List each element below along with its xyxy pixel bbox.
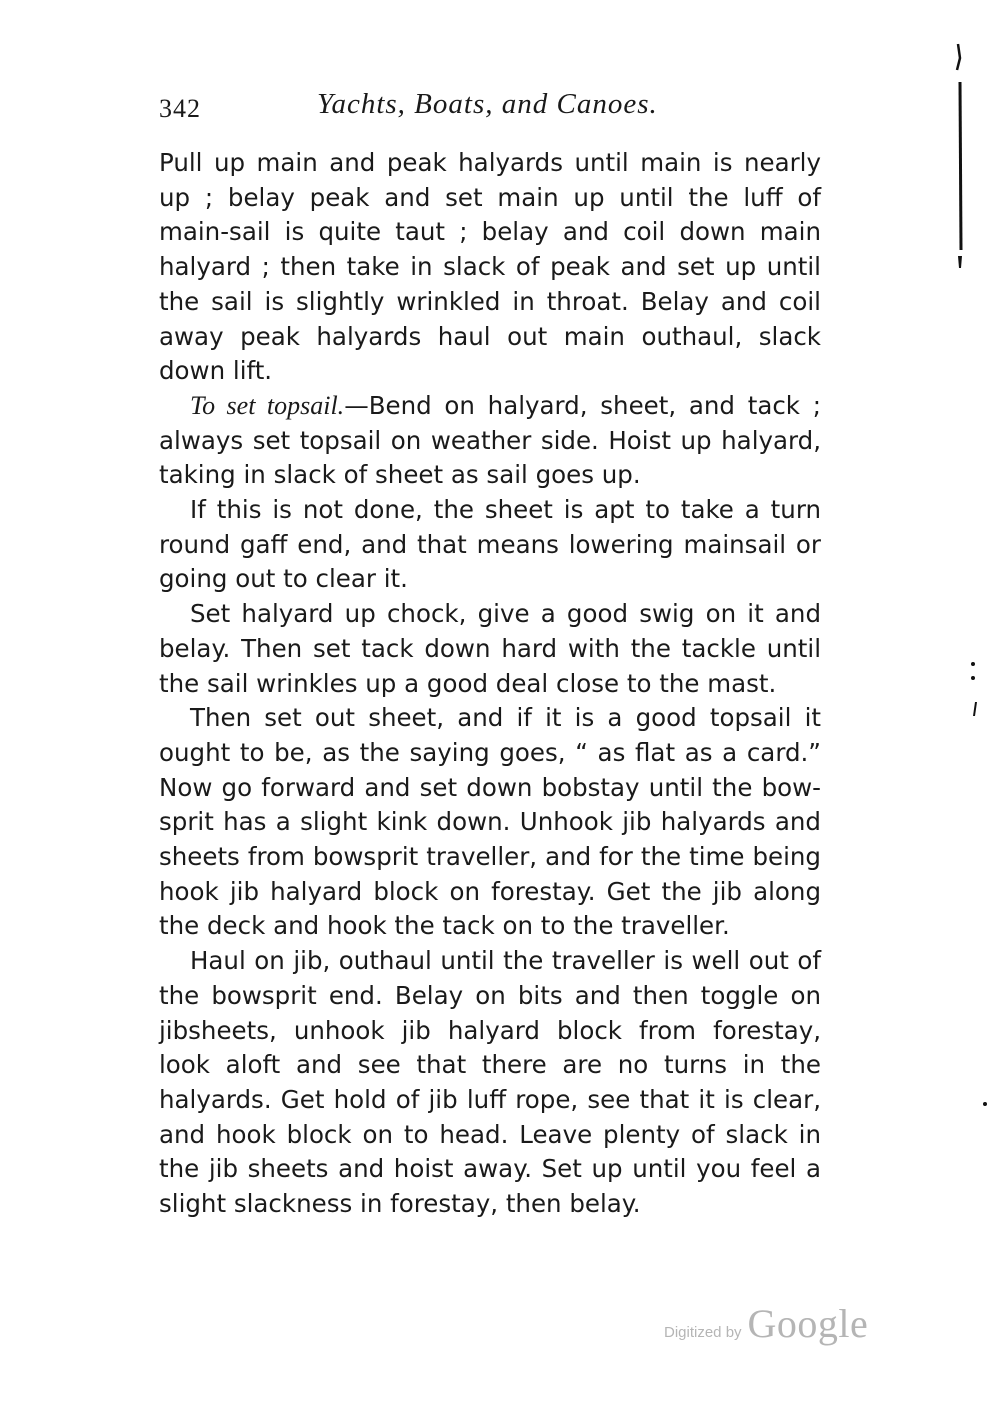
scan-mark	[983, 1102, 987, 1106]
page-header	[159, 88, 821, 128]
paragraph	[159, 493, 821, 597]
watermark-prefix: Digitized by	[664, 1324, 742, 1341]
paragraph	[159, 389, 821, 493]
paragraph	[159, 701, 821, 944]
section-lead: To set topsail.	[190, 390, 345, 420]
google-logo: Google	[747, 1301, 869, 1346]
body-text	[159, 146, 821, 1222]
paragraph-text: Then set out sheet, and if it is a good topsail it ought to be, as the saying goes, “ as flat as a card.” Now go forward and set down bobstay until the bow-sprit has a slight kink down. Unhook jib halyards and sheets from bowsprit traveller, and for the time being hook jib halyard block on forestay. Get the jib along the deck and hook the tack on to the traveller.	[159, 703, 821, 941]
paragraph	[159, 146, 821, 389]
paragraph-text: Haul on jib, outhaul until the traveller is well out of the bowsprit end. Belay on bits and then toggle on jibsheets, unhook jib halyard block from forestay, look aloft and see that there are no turns in the halyards. Get hold of jib luff rope, see that it is clear, and hook block on to head. Leave plenty of slack in the jib sheets and hoist away. Set up until you feel a slight slackness in forestay, then belay.	[159, 946, 821, 1219]
paragraph	[159, 944, 821, 1222]
scan-mark	[973, 702, 977, 716]
paragraph-text: Pull up main and peak halyards until main is nearly up ; belay peak and set main up until the luff of main-sail is quite taut ; belay and coil down main halyard ; then take in slack of peak and set up until the sail is slightly wrinkled in throat. Belay and coil away peak halyards haul out main outhaul, slack down lift.	[159, 148, 821, 386]
digitization-watermark	[664, 1300, 868, 1350]
paragraph-text: If this is not done, the sheet is apt to take a turn round gaff end, and that means lowering mainsail or going out to clear it.	[159, 495, 821, 594]
scan-mark	[960, 82, 961, 250]
paragraph-text: —Bend on halyard, sheet, and tack ; always set topsail on weather side. Hoist up halyard, taking in slack of sheet as sail goes up.	[159, 390, 821, 490]
page-number: 342	[159, 94, 201, 123]
scan-mark	[971, 662, 975, 666]
scan-mark	[957, 44, 960, 70]
paragraph-text: Set halyard up chock, give a good swig on it and belay. Then set tack down hard with the tackle until the sail wrinkles up a good deal close to the mast.	[159, 599, 821, 698]
scan-mark	[958, 256, 962, 268]
paragraph	[159, 597, 821, 701]
scan-mark	[971, 676, 975, 680]
running-title: Yachts, Boats, and Canoes.	[317, 88, 658, 120]
